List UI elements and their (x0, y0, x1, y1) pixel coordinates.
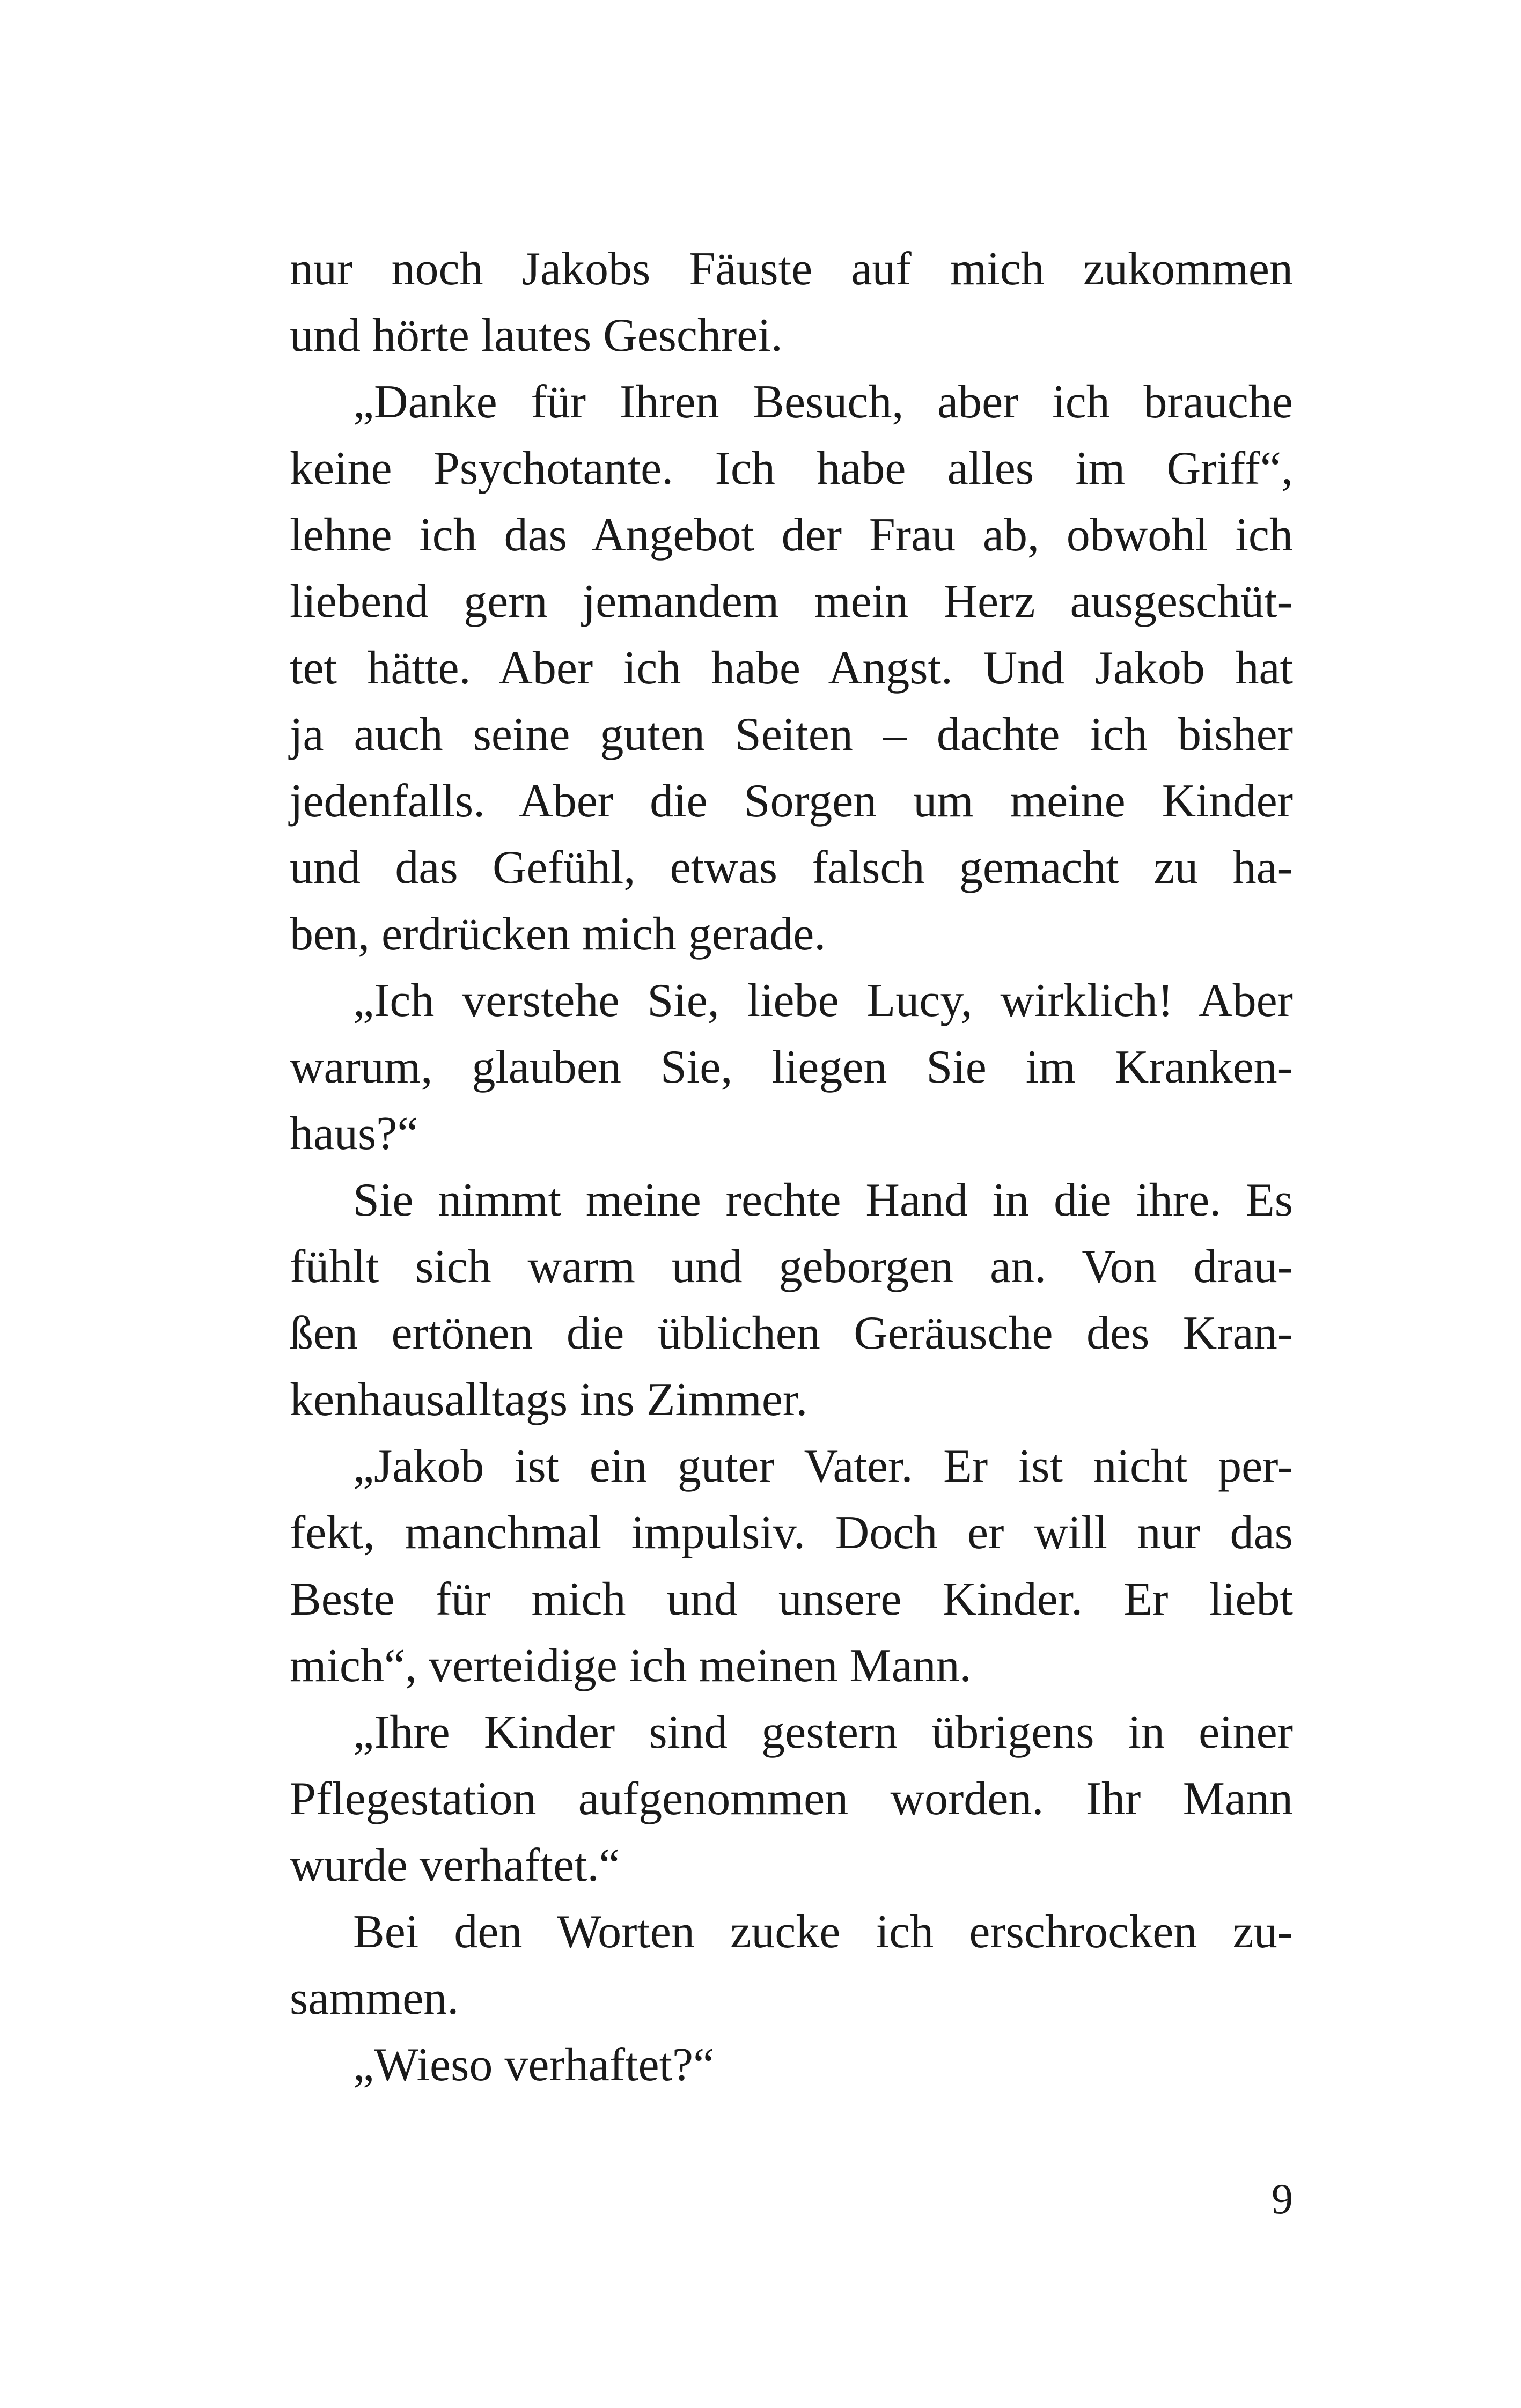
text-line: „Danke für Ihren Besuch, aber ich brauche (353, 376, 1293, 428)
text-line: liebend gern jemandem mein Herz ausgeschüt- (290, 576, 1293, 628)
text-line: „Ihre Kinder sind gestern übrigens in einer (353, 1706, 1293, 1758)
text-line: kenhausalltags ins Zimmer. (290, 1374, 808, 1426)
text-line: keine Psychotante. Ich habe alles im Griff“, (290, 443, 1293, 495)
text-line: tet hätte. Aber ich habe Angst. Und Jakob hat (290, 642, 1293, 694)
text-line: mich“, verteidige ich meinen Mann. (290, 1640, 972, 1692)
text-line: fekt, manchmal impulsiv. Doch er will nur das (290, 1507, 1293, 1559)
text-line: warum, glauben Sie, liegen Sie im Kranken- (290, 1041, 1293, 1093)
text-line: „Ich verstehe Sie, liebe Lucy, wirklich! Aber (353, 975, 1293, 1027)
text-line: und das Gefühl, etwas falsch gemacht zu ha- (290, 842, 1293, 894)
text-line: „Jakob ist ein guter Vater. Er ist nicht per- (353, 1440, 1293, 1492)
text-line: lehne ich das Angebot der Frau ab, obwohl ich (290, 509, 1293, 561)
text-line: ben, erdrücken mich gerade. (290, 908, 826, 960)
text-line: jedenfalls. Aber die Sorgen um meine Kinder (290, 775, 1293, 827)
text-line: ja auch seine guten Seiten – dachte ich bisher (290, 709, 1293, 761)
page-number: 9 (1272, 2176, 1293, 2223)
text-line: und hörte lautes Geschrei. (290, 310, 783, 362)
text-line: fühlt sich warm und geborgen an. Von drau- (290, 1241, 1293, 1293)
body-text (290, 236, 1293, 2098)
text-line: Pflegestation aufgenommen worden. Ihr Mann (290, 1773, 1293, 1825)
text-line: haus?“ (290, 1108, 418, 1160)
text-line: nur noch Jakobs Fäuste auf mich zukommen (290, 243, 1293, 295)
text-line: wurde verhaftet.“ (290, 1839, 620, 1891)
text-line: sammen. (290, 1972, 459, 2024)
text-line: Beste für mich und unsere Kinder. Er liebt (290, 1573, 1293, 1625)
text-line: ßen ertönen die üblichen Geräusche des Kran- (290, 1307, 1293, 1359)
text-line: Bei den Worten zucke ich erschrocken zu- (353, 1906, 1293, 1958)
text-line: „Wieso verhaftet?“ (353, 2039, 715, 2091)
text-line: Sie nimmt meine rechte Hand in die ihre. Es (353, 1174, 1293, 1226)
